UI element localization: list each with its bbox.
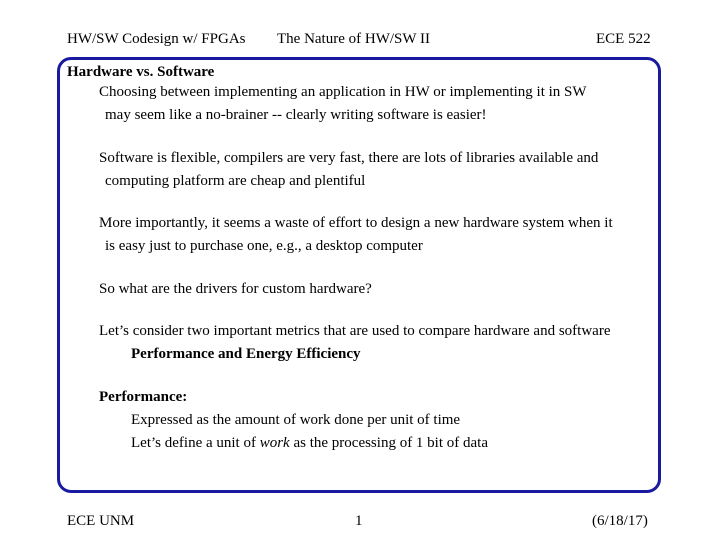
- para5: Let’s consider two important metrics that are used to compare hardware and software: [99, 323, 611, 339]
- footer-institution: ECE UNM: [67, 513, 135, 529]
- performance-line2-pre: Let’s define a unit of: [131, 435, 260, 451]
- para3-line1: More importantly, it seems a waste of effort to design a new hardware system when it: [99, 215, 613, 231]
- work-emphasis: work: [259, 435, 290, 451]
- performance-heading: Performance:: [99, 389, 188, 405]
- header-course-code: ECE 522: [596, 31, 651, 47]
- performance-line2-post: as the processing of 1 bit of data: [289, 435, 488, 451]
- para2-line1: Software is flexible, compilers are very fast, there are lots of libraries available and: [99, 150, 599, 166]
- para3-line2: is easy just to purchase one, e.g., a desktop computer: [105, 238, 423, 254]
- para2-line2: computing platform are cheap and plentiful: [105, 173, 366, 189]
- para1-line2: may seem like a no-brainer -- clearly writing software is easier!: [105, 107, 487, 123]
- slide-heading: Hardware vs. Software: [67, 64, 215, 80]
- footer-date: (6/18/17): [592, 513, 648, 529]
- header-lecture-title: The Nature of HW/SW II: [277, 31, 431, 47]
- footer-page-number: 1: [355, 513, 363, 529]
- para1-line1: Choosing between implementing an application in HW or implementing it in SW: [99, 84, 587, 100]
- performance-line1: Expressed as the amount of work done per unit of time: [131, 412, 461, 428]
- performance-line2: [131, 434, 488, 452]
- metrics-line: Performance and Energy Efficiency: [131, 346, 361, 362]
- para4: So what are the drivers for custom hardware?: [99, 281, 372, 297]
- header-course-title: HW/SW Codesign w/ FPGAs: [67, 31, 246, 47]
